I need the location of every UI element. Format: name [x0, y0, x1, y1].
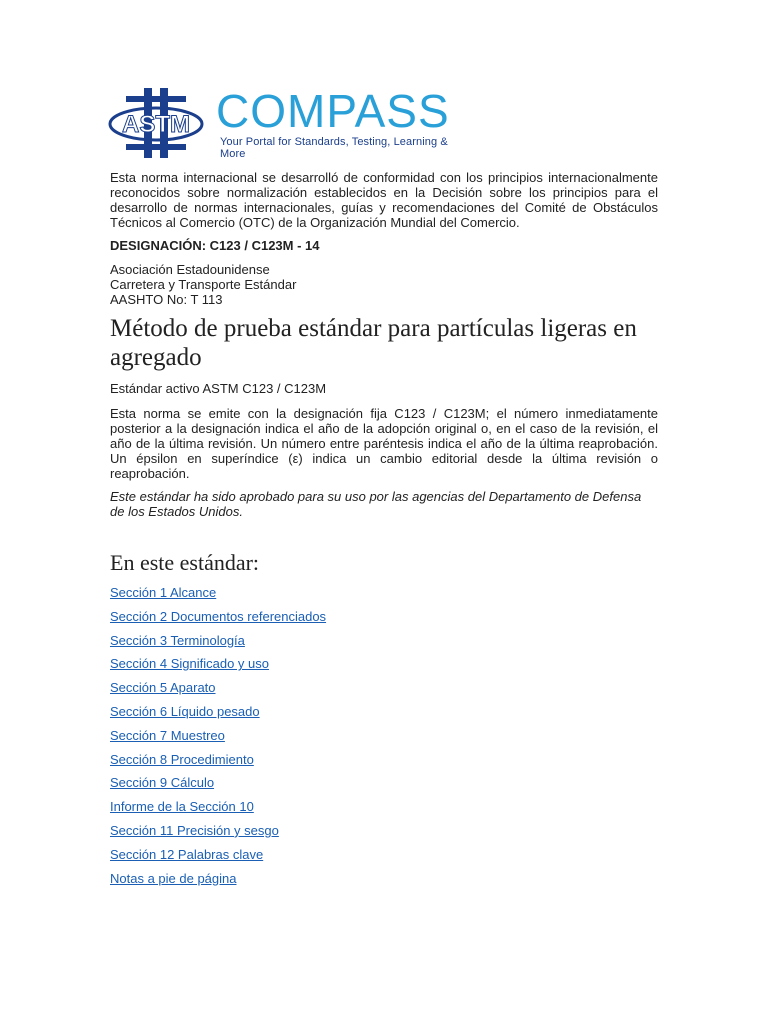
toc-link-section-5[interactable]: Sección 5 Aparato: [110, 680, 216, 696]
toc-link-section-1[interactable]: Sección 1 Alcance: [110, 585, 217, 600]
astm-compass-logo: [108, 86, 460, 160]
issued-note: Esta norma se emite con la designación fija C123 / C123M; el número inmediatamente posterior a la designación indica el año de la adopción original o, en el caso de la revisión, el año de la última revisión. Un número entre paréntesis indica el año de la última reaprobación. Un épsilon en superíndice (ε) indica un cambio editorial desde la última revisión o reaprobación.: [110, 406, 658, 481]
toc-item: [110, 633, 326, 657]
toc-item: [110, 871, 326, 895]
toc-item: [110, 728, 326, 752]
designation: DESIGNACIÓN: C123 / C123M - 14: [110, 238, 320, 253]
compass-tagline: Your Portal for Standards, Testing, Learning & More: [220, 136, 448, 160]
document-title: Método de prueba estándar para partículas ligeras en agregado: [110, 315, 637, 371]
aashto-number: AASHTO No: T 113: [110, 292, 223, 307]
toc-item: [110, 609, 326, 633]
toc-link-section-10[interactable]: Informe de la Sección 10: [110, 799, 254, 815]
toc-heading: En este estándar:: [110, 550, 260, 575]
toc-link-section-11[interactable]: Sección 11 Precisión y sesgo: [110, 822, 279, 838]
toc-item: [110, 823, 326, 847]
toc-item: [110, 585, 326, 609]
toc-item: [110, 704, 326, 728]
toc-link-section-6[interactable]: Sección 6 Líquido pesado: [110, 703, 260, 719]
toc-item: [110, 847, 326, 871]
toc-link-section-12[interactable]: Sección 12 Palabras clave: [110, 846, 264, 862]
approval-note: Este estándar ha sido aprobado para su uso por las agencias del Departamento de Defensa de los Estados Unidos.: [110, 489, 642, 519]
toc-item: [110, 680, 326, 704]
toc-item: [110, 752, 326, 776]
association-block: [110, 262, 296, 307]
toc-link-section-8[interactable]: Sección 8 Procedimiento: [110, 751, 254, 767]
toc-item: [110, 775, 326, 799]
toc-link-section-4[interactable]: Sección 4 Significado y uso: [110, 656, 269, 672]
toc-link-section-9[interactable]: Sección 9 Cálculo: [110, 775, 215, 791]
association-line: Carretera y Transporte Estándar: [110, 277, 297, 292]
toc-list: [110, 585, 326, 894]
active-standard: Estándar activo ASTM C123 / C123M: [110, 381, 327, 396]
toc-link-section-7[interactable]: Sección 7 Muestreo: [110, 727, 225, 743]
toc-item: [110, 656, 326, 680]
association-line: Asociación Estadounidense: [110, 262, 270, 277]
astm-logo-icon: [108, 86, 206, 160]
toc-link-footnotes[interactable]: Notas a pie de página: [110, 870, 237, 886]
toc-link-section-3[interactable]: Sección 3 Terminología: [110, 632, 245, 648]
toc-link-section-2[interactable]: Sección 2 Documentos referenciados: [110, 608, 327, 624]
toc-item: [110, 799, 326, 823]
compass-wordmark: COMPASS: [216, 85, 450, 137]
svg-text:ASTM: ASTM: [122, 111, 190, 138]
intro-paragraph: Esta norma internacional se desarrolló de conformidad con los principios internacionalmente reconocidos sobre normalización establecidos en la Decisión sobre los principios para el desarrollo de normas internacionales, guías y recomendaciones del Comité de Obstáculos Técnicos al Comercio (OTC) de la Organización Mundial del Comercio.: [110, 170, 658, 230]
